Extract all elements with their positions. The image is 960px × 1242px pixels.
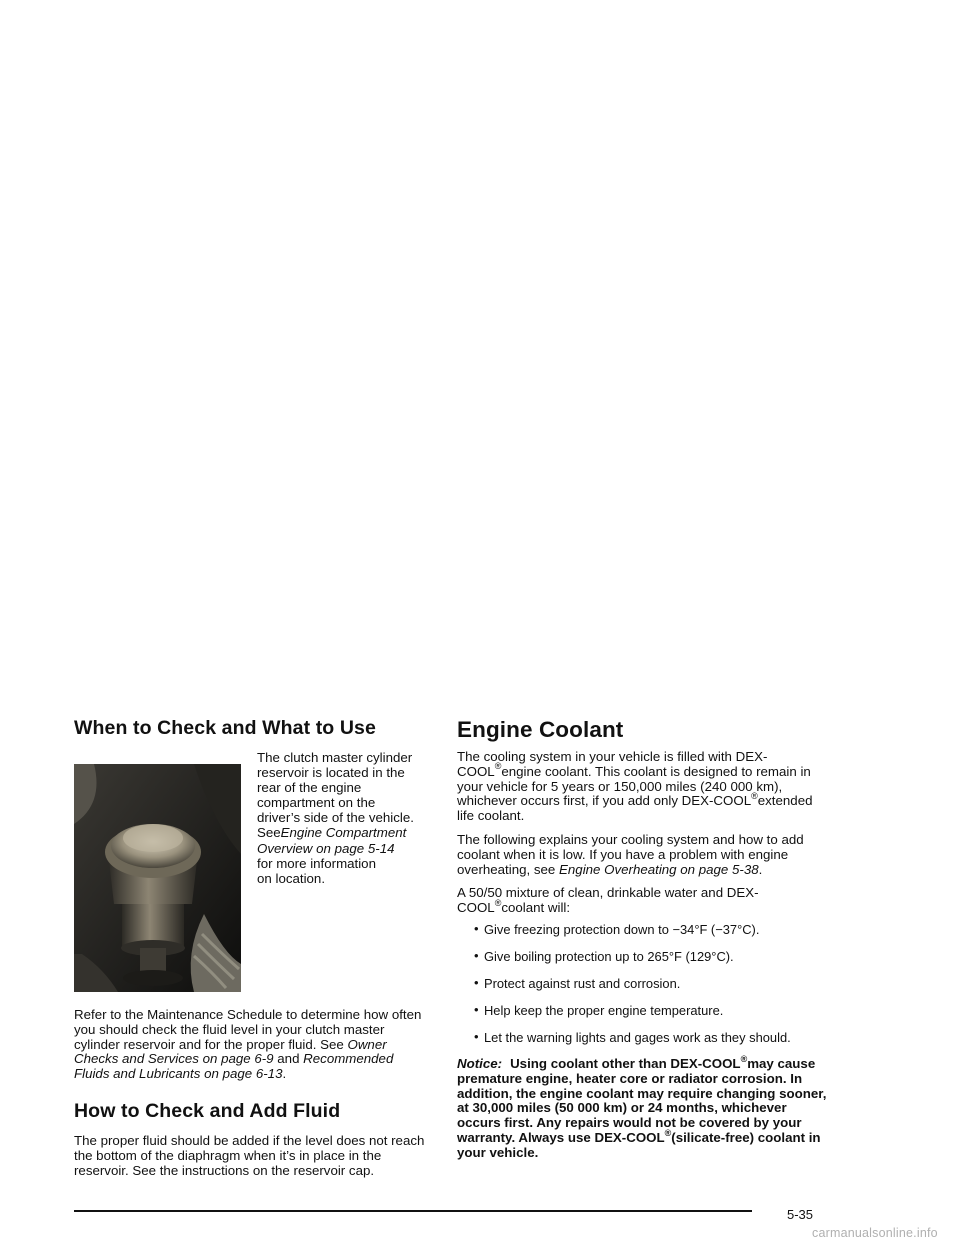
footer-rule: [74, 1210, 752, 1212]
notice-label: Notice:: [457, 1055, 503, 1071]
list-item-text: Help keep the proper engine temperature.: [484, 1002, 724, 1018]
intro-line: reservoir is located in the: [257, 765, 405, 781]
registered-mark: ®: [751, 790, 758, 801]
coolant-paragraph-3: [457, 886, 829, 916]
registered-mark: ®: [494, 897, 502, 908]
intro-text: [257, 750, 435, 886]
list-item-text: Let the warning lights and gages work as they should.: [484, 1029, 791, 1045]
list-item-text: Give freezing protection down to −34°F (−37°C).: [484, 921, 760, 937]
section-heading-engine-coolant: Engine Coolant: [457, 717, 624, 742]
see-text: See: [257, 825, 281, 841]
list-item: [457, 976, 829, 991]
link-owner-checks[interactable]: Owner Checks and Services on page 6-9: [74, 1036, 387, 1067]
bullet-icon: •: [474, 947, 479, 963]
registered-mark: ®: [494, 761, 502, 772]
page-number: 5-35: [787, 1207, 814, 1222]
list-item: [457, 1030, 829, 1045]
bullet-icon: •: [474, 920, 479, 936]
coolant-paragraph-1: [457, 750, 829, 824]
intro-line: The clutch master cylinder: [257, 750, 413, 765]
notice-text: Using coolant other than DEX-COOL: [510, 1055, 741, 1071]
notice-text: may cause premature engine, heater core or radiator corrosion. In addition, the engine coolant may require changing sooner, at 30,000 miles (50 000 km) or 24 months, whichever occurs first. Any repairs would not be covered by your warranty. Always use DEX-COOL: [457, 1055, 827, 1145]
section-heading-how-to-check: How to Check and Add Fluid: [74, 1099, 341, 1122]
clutch-reservoir-photo: [74, 764, 241, 992]
bullet-icon: •: [474, 974, 479, 990]
left-column: [74, 716, 432, 1178]
maintenance-text: Refer to the Maintenance Schedule to determine how often you should check the fluid level in your clutch master cylinder reservoir and for the proper fluid. See: [74, 1007, 422, 1052]
list-item-text: Give boiling protection up to 265°F (129°C).: [484, 948, 734, 964]
fluid-paragraph: The proper fluid should be added if the level does not reach the bottom of the diaphragm when it’s in place in the reservoir. See the instructions on the reservoir cap.: [74, 1132, 425, 1178]
registered-mark: ®: [740, 1053, 748, 1064]
bullet-icon: •: [474, 1001, 479, 1017]
intro-line: rear of the engine: [257, 780, 362, 796]
intro-ref-line: [257, 841, 435, 856]
intro-block: [74, 750, 432, 992]
list-item: [457, 949, 829, 964]
intro-see-line: [257, 825, 435, 840]
list-item: [457, 922, 829, 937]
intro-line: compartment on the: [257, 795, 376, 811]
link-recommended-fluids[interactable]: Recommended Fluids and Lubricants on page 6-13: [74, 1051, 394, 1082]
watermark: carmanualsonline.info: [812, 1226, 938, 1240]
reservoir-photo-illustration: [74, 764, 241, 992]
coolant-paragraph-2: [457, 833, 829, 877]
registered-mark: ®: [664, 1127, 672, 1138]
coolant-text: The cooling system in your vehicle is filled with DEX-COOL: [457, 749, 768, 779]
bullet-icon: •: [474, 1028, 479, 1044]
section-heading-when-to-check: When to Check and What to Use: [74, 717, 376, 739]
coolant-text: A 50/50 mixture of clean, drinkable water and DEX-COOL: [457, 885, 759, 916]
intro-line: driver’s side of the vehicle.: [257, 810, 414, 826]
coolant-text: The following explains your cooling system and how to add coolant when it is low. If you have a problem with engine overheating, see: [457, 831, 804, 877]
coolant-benefits-list: [457, 922, 829, 1045]
coolant-text: coolant will:: [501, 900, 571, 916]
maintenance-paragraph: [74, 1008, 432, 1082]
and-text: and: [277, 1051, 300, 1067]
link-engine-compartment[interactable]: Engine Compartment: [280, 825, 407, 841]
list-item-text: Protect against rust and corrosion.: [484, 975, 681, 991]
notice-paragraph: [457, 1053, 829, 1161]
period: .: [758, 861, 763, 877]
period: .: [282, 1066, 287, 1082]
coolant-text: engine coolant. This coolant is designed to remain in your vehicle for 5 years or 150,000 miles (240 000 km), whichever occurs first, if you add only DEX-COOL: [457, 763, 811, 809]
intro-line: on location.: [257, 870, 326, 886]
link-engine-overheating[interactable]: Engine Overheating on page 5-38: [559, 861, 759, 877]
link-engine-compartment-page[interactable]: Overview on page 5-14: [257, 840, 395, 856]
coolant-text: extended life coolant.: [457, 793, 813, 824]
notice-text: (silicate-free) coolant in your vehicle.: [457, 1129, 821, 1160]
list-item: [457, 1003, 829, 1018]
right-column: [457, 716, 829, 1161]
intro-line: for more information: [257, 855, 376, 871]
